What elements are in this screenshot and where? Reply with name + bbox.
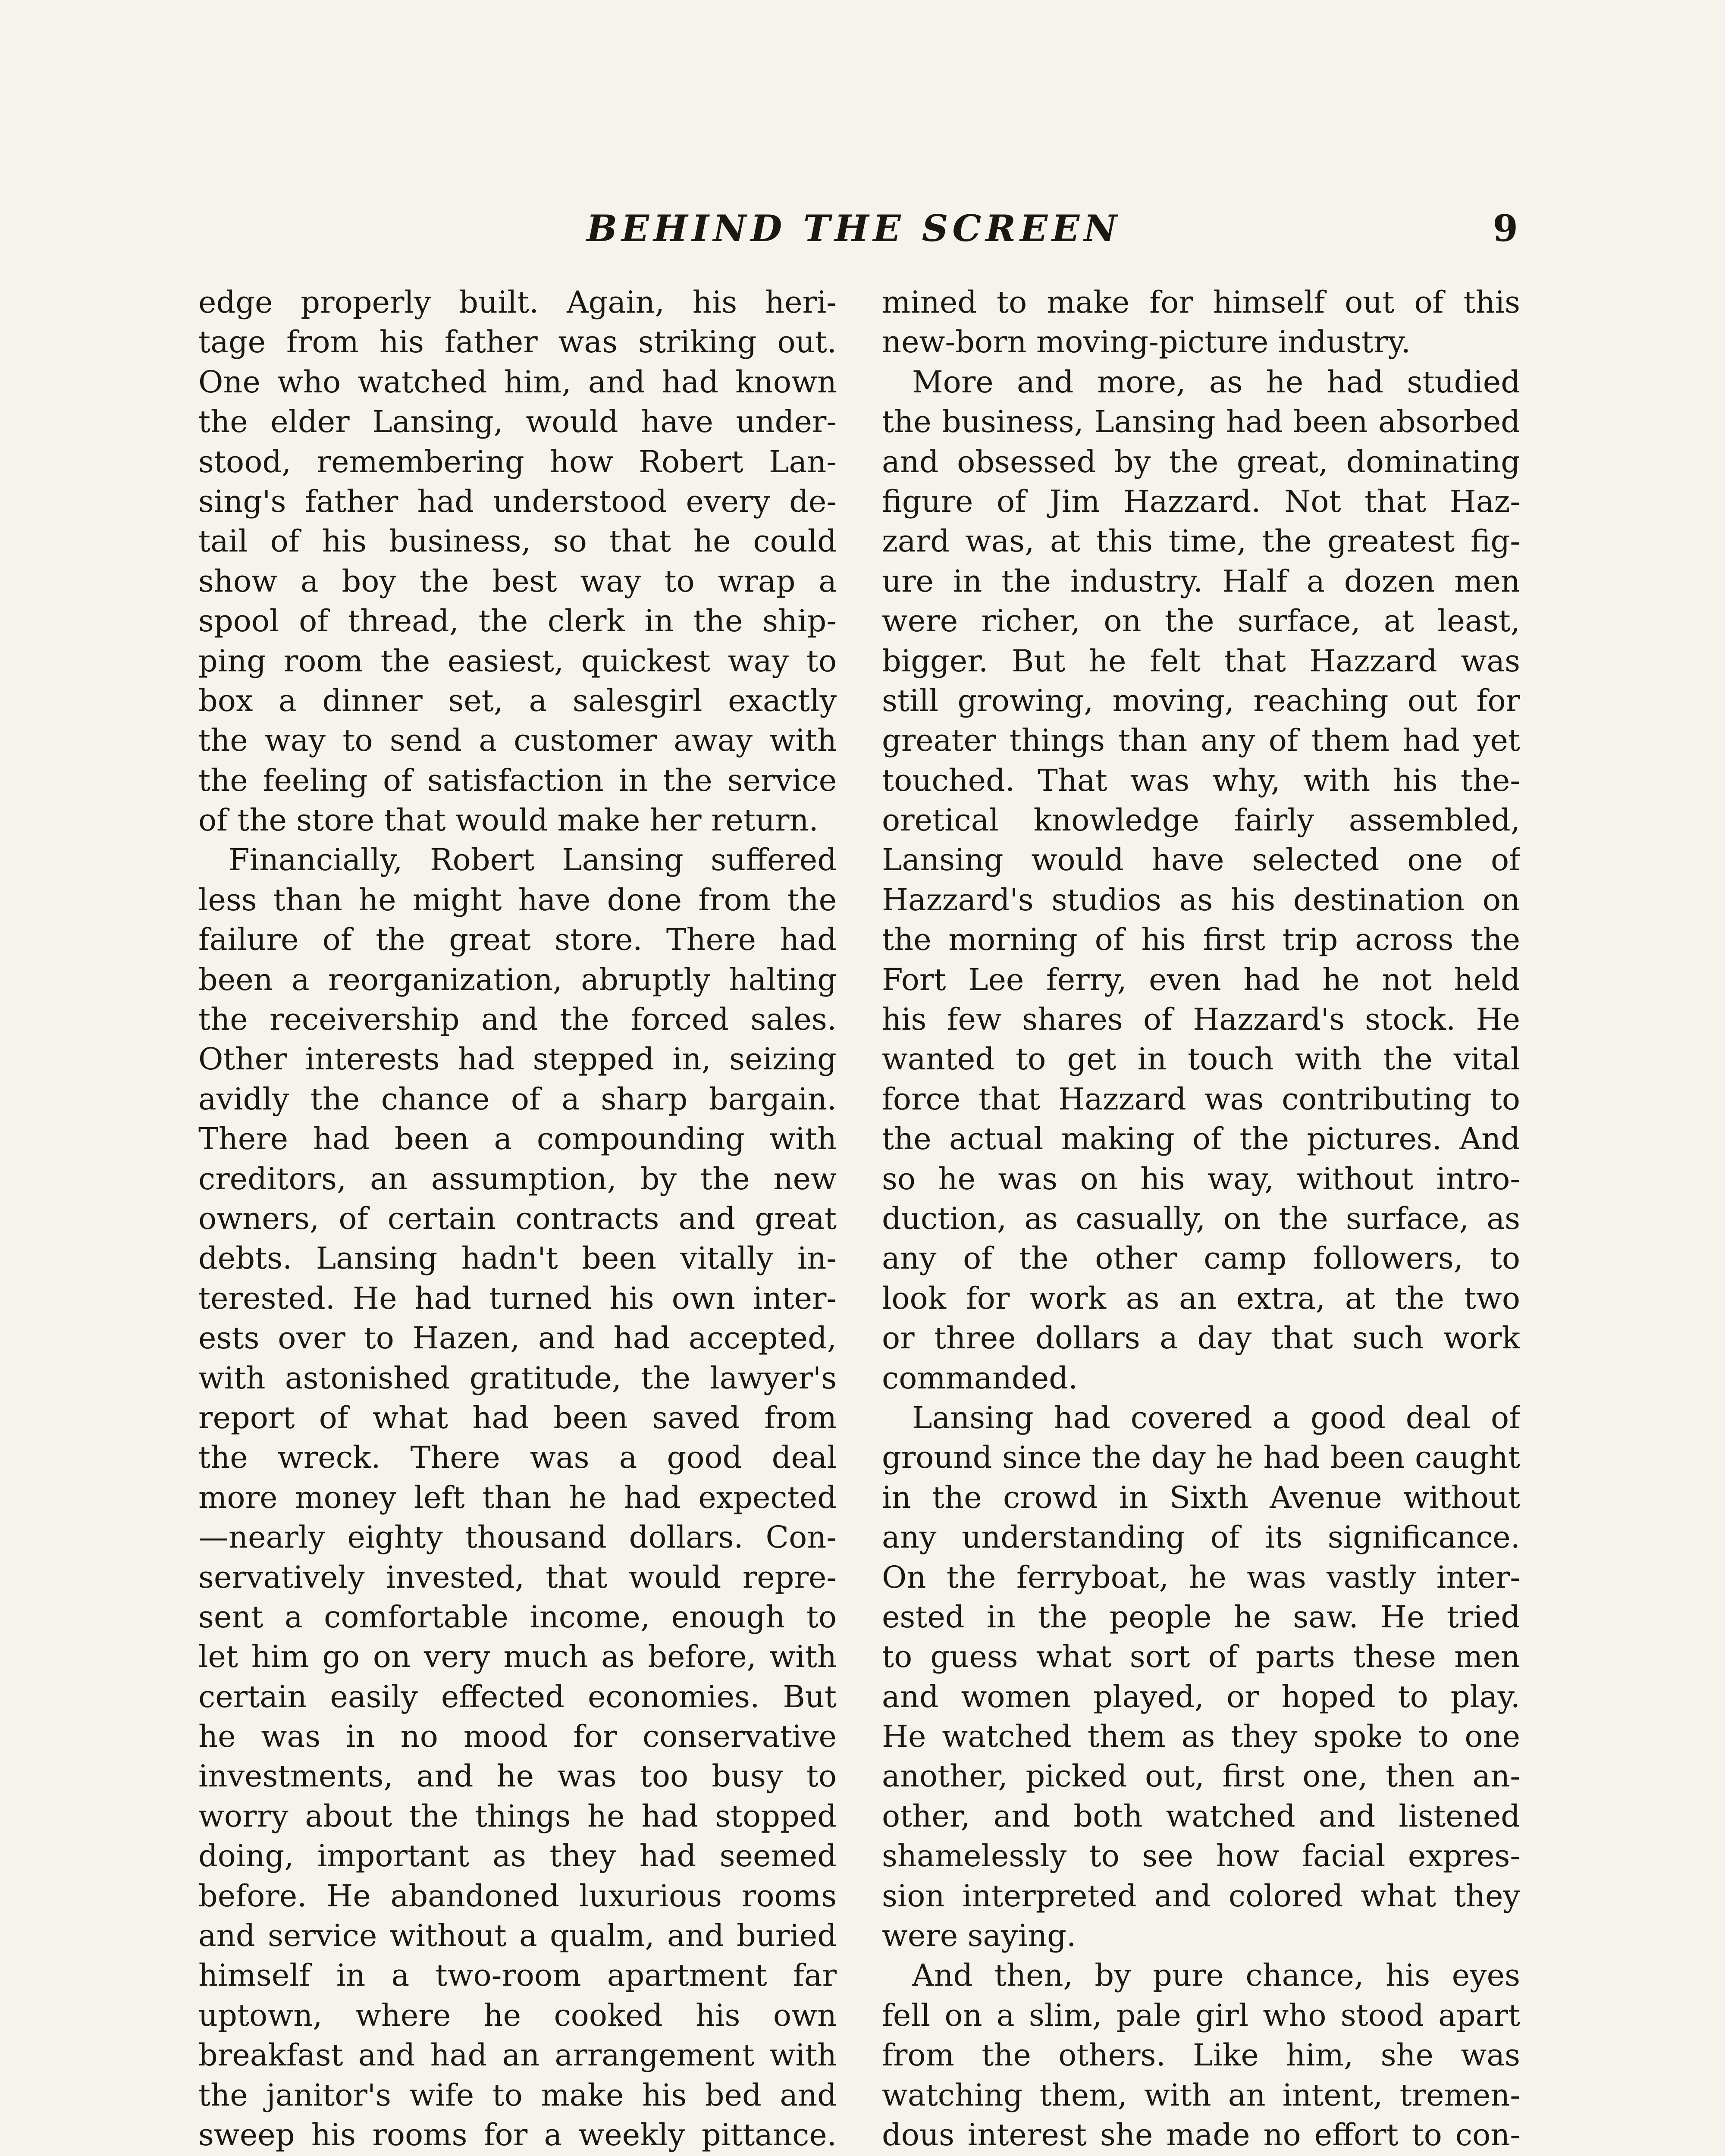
text-line: another, picked out, first one, then an- — [882, 1758, 1520, 1794]
text-line: ests over to Hazen, and had accepted, — [198, 1320, 837, 1356]
text-line: sing's father had understood every de- — [198, 483, 837, 519]
text-line: less than he might have done from the — [198, 882, 837, 918]
text-line: failure of the great store. There had — [198, 922, 837, 958]
text-line: any of the other camp followers, to — [882, 1241, 1520, 1276]
text-line: still growing, moving, reaching out for — [882, 683, 1520, 718]
page-number: 9 — [1493, 207, 1518, 250]
text-line: ested in the people he saw. He tried — [882, 1599, 1520, 1635]
text-line: And then, by pure chance, his eyes — [912, 1958, 1520, 1993]
text-line: bigger. But he felt that Hazzard was — [882, 643, 1520, 679]
text-line: more money left than he had expected — [198, 1479, 837, 1515]
text-line: edge properly built. Again, his heri- — [198, 285, 837, 320]
text-line: the wreck. There was a good deal — [198, 1440, 837, 1476]
running-title: BEHIND THE SCREEN — [586, 207, 1121, 250]
text-line: Lansing had covered a good deal of — [912, 1400, 1520, 1435]
text-line: his few shares of Hazzard's stock. He — [882, 1002, 1520, 1037]
text-line: —nearly eighty thousand dollars. Con- — [198, 1520, 837, 1555]
text-line: tage from his father was striking out. — [198, 324, 837, 360]
text-line: fell on a slim, pale girl who stood apart — [882, 1997, 1520, 2033]
text-line: certain easily effected economies. But — [198, 1679, 837, 1714]
text-line: zard was, at this time, the greatest fig- — [882, 523, 1520, 559]
text-line: show a boy the best way to wrap a — [198, 563, 837, 599]
text-line: watching them, with an intent, tremen- — [882, 2077, 1520, 2113]
text-line: were richer, on the surface, at least, — [882, 603, 1520, 639]
text-line: of the store that would make her return. — [198, 802, 819, 838]
text-line: with astonished gratitude, the lawyer's — [198, 1360, 837, 1396]
text-line: He watched them as they spoke to one — [882, 1719, 1520, 1755]
text-line: Fort Lee ferry, even had he not held — [882, 962, 1520, 997]
text-line: Hazzard's studios as his destination on — [882, 882, 1520, 918]
text-line: to guess what sort of parts these men — [882, 1639, 1520, 1675]
text-line: were saying. — [882, 1918, 1076, 1954]
text-line: sion interpreted and colored what they — [882, 1878, 1520, 1914]
text-line: the way to send a customer away with — [198, 723, 837, 758]
text-line: avidly the chance of a sharp bargain. — [198, 1081, 837, 1117]
text-line: and service without a qualm, and buried — [198, 1918, 837, 1954]
text-line: force that Hazzard was contributing to — [882, 1081, 1520, 1117]
text-line: There had been a compounding with — [198, 1121, 837, 1157]
text-line: been a reorganization, abruptly halting — [198, 962, 837, 997]
text-line: before. He abandoned luxurious rooms — [198, 1878, 837, 1914]
text-line: uptown, where he cooked his own — [198, 1997, 837, 2033]
text-line: servatively invested, that would repre- — [198, 1559, 837, 1595]
text-line: More and more, as he had studied — [912, 364, 1520, 400]
running-head — [190, 203, 1518, 254]
text-column-right — [882, 282, 1520, 2156]
text-line: One who watched him, and had known — [198, 364, 837, 400]
text-line: shamelessly to see how facial expres- — [882, 1838, 1520, 1874]
text-line: the receivership and the forced sales. — [198, 1002, 837, 1037]
text-line: debts. Lansing hadn't been vitally in- — [198, 1241, 837, 1276]
text-line: duction, as casually, on the surface, as — [882, 1200, 1520, 1236]
text-line: the feeling of satisfaction in the service — [198, 762, 837, 798]
text-line: and obsessed by the great, dominating — [882, 444, 1520, 479]
text-line: he was in no mood for conservative — [198, 1719, 837, 1755]
text-line: Lansing would have selected one of — [882, 842, 1520, 878]
text-column-left — [198, 282, 837, 2156]
text-line: sweep his rooms for a weekly pittance. — [198, 2117, 837, 2153]
text-line: owners, of certain contracts and great — [198, 1200, 837, 1236]
text-line: dous interest she made no effort to con- — [882, 2117, 1520, 2153]
text-line: investments, and he was too busy to — [198, 1758, 837, 1794]
text-line: and women played, or hoped to play. — [882, 1679, 1520, 1714]
text-line: worry about the things he had stopped — [198, 1798, 837, 1834]
text-line: the morning of his first trip across the — [882, 922, 1520, 958]
text-line: ground since the day he had been caught — [882, 1440, 1520, 1476]
text-line: so he was on his way, without intro- — [882, 1161, 1520, 1197]
text-line: spool of thread, the clerk in the ship- — [198, 603, 837, 639]
text-line: any understanding of its significance. — [882, 1520, 1520, 1555]
text-line: or three dollars a day that such work — [882, 1320, 1520, 1356]
text-line: box a dinner set, a salesgirl exactly — [198, 683, 837, 718]
text-line: himself in a two-room apartment far — [198, 1958, 837, 1993]
text-line: look for work as an extra, at the two — [882, 1280, 1520, 1316]
text-line: let him go on very much as before, with — [198, 1639, 837, 1675]
text-line: figure of Jim Hazzard. Not that Haz- — [882, 483, 1520, 519]
text-line: tail of his business, so that he could — [198, 523, 837, 559]
text-line: ping room the easiest, quickest way to — [198, 643, 837, 679]
text-line: terested. He had turned his own inter- — [198, 1280, 837, 1316]
text-line: Other interests had stepped in, seizing — [198, 1041, 837, 1077]
text-line: commanded. — [882, 1360, 1078, 1396]
text-line: the business, Lansing had been absorbed — [882, 404, 1520, 440]
text-line: doing, important as they had seemed — [198, 1838, 837, 1874]
text-line: wanted to get in touch with the vital — [882, 1041, 1520, 1077]
text-line: from the others. Like him, she was — [882, 2037, 1520, 2073]
text-line: the janitor's wife to make his bed and — [198, 2077, 837, 2113]
text-line: ure in the industry. Half a dozen men — [882, 563, 1520, 599]
text-line: stood, remembering how Robert Lan- — [198, 444, 837, 479]
text-line: new-born moving-picture industry. — [882, 324, 1411, 360]
text-line: report of what had been saved from — [198, 1400, 837, 1435]
text-line: creditors, an assumption, by the new — [198, 1161, 837, 1197]
text-line: greater things than any of them had yet — [882, 723, 1520, 758]
text-line: other, and both watched and listened — [882, 1798, 1520, 1834]
text-line: in the crowd in Sixth Avenue without — [882, 1479, 1520, 1515]
text-line: the actual making of the pictures. And — [882, 1121, 1520, 1157]
text-line: On the ferryboat, he was vastly inter- — [882, 1559, 1520, 1595]
text-line: oretical knowledge fairly assembled, — [882, 802, 1520, 838]
text-line: breakfast and had an arrangement with — [198, 2037, 837, 2073]
text-line: the elder Lansing, would have under- — [198, 404, 837, 440]
text-line: mined to make for himself out of this — [882, 285, 1520, 320]
text-line: touched. That was why, with his the- — [882, 762, 1520, 798]
text-line: sent a comfortable income, enough to — [198, 1599, 837, 1635]
text-line: Financially, Robert Lansing suffered — [229, 842, 837, 878]
